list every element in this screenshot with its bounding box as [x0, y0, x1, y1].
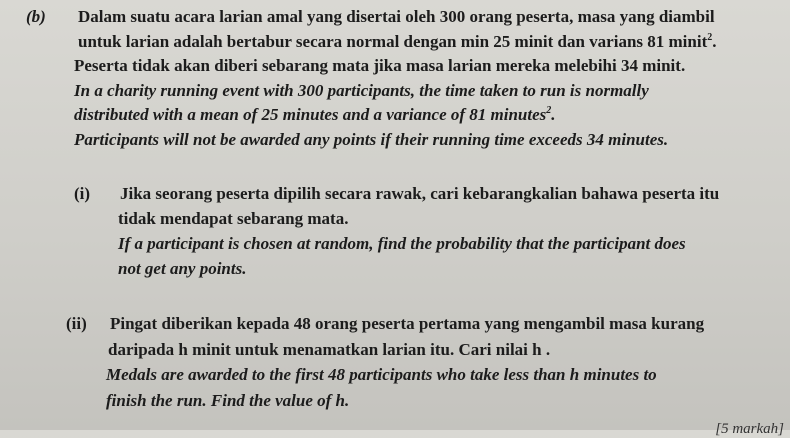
- part-b-malay-line-3: Peserta tidak akan diberi sebarang mata jika masa larian mereka melebihi 34 minit.: [74, 56, 686, 75]
- part-b-malay-line-2-text: untuk larian adalah bertabur secara normal dengan min 25 minit dan varians 81 minit: [78, 32, 708, 51]
- superscript: 2: [707, 32, 713, 43]
- period: .: [551, 105, 556, 124]
- part-b-english-line-3: Participants will not be awarded any points if their running time exceeds 34 minutes.: [74, 130, 669, 149]
- part-b-label: (b): [26, 7, 46, 26]
- question-ii-english-line-2: finish the run. Find the value of h.: [106, 391, 350, 410]
- part-b-malay-line-2: [78, 31, 717, 53]
- question-ii-malay-line-1: Pingat diberikan kepada 48 orang peserta pertama yang mengambil masa kurang: [110, 314, 705, 333]
- question-i-malay-line-2: tidak mendapat sebarang mata.: [118, 209, 349, 228]
- question-ii-label: (ii): [66, 314, 87, 333]
- question-i-label: (i): [74, 184, 91, 203]
- period: .: [712, 32, 717, 51]
- marks-label: [5 markah]: [715, 421, 784, 437]
- question-i-english-line-1: If a participant is chosen at random, find the probability that the participant does: [118, 234, 686, 253]
- part-b-english-line-1: In a charity running event with 300 participants, the time taken to run is normally: [74, 81, 649, 100]
- question-ii-malay-line-2: daripada h minit untuk menamatkan larian itu. Cari nilai h .: [108, 340, 551, 359]
- part-b-english-line-2: [74, 104, 556, 126]
- question-i-english-line-2: not get any points.: [118, 259, 247, 278]
- part-b-malay-line-1: Dalam suatu acara larian amal yang disertai oleh 300 orang peserta, masa yang diambil: [78, 7, 715, 26]
- question-i-malay-line-1: Jika seorang peserta dipilih secara rawak, cari kebarangkalian bahawa peserta itu: [120, 184, 720, 203]
- superscript: 2: [546, 105, 552, 116]
- part-b-english-line-2-text: distributed with a mean of 25 minutes and a variance of 81 minutes: [74, 105, 547, 124]
- question-ii-english-line-1: Medals are awarded to the first 48 participants who take less than h minutes to: [106, 365, 657, 384]
